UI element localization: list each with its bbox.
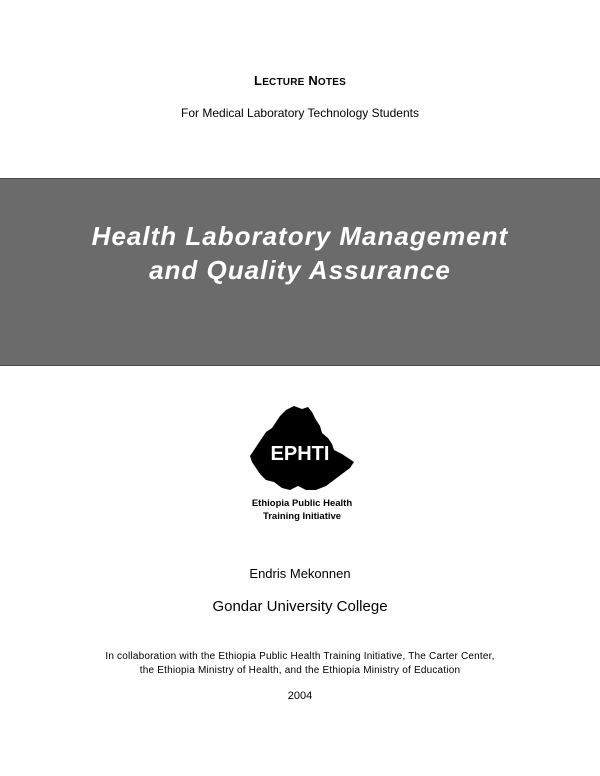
banner-title-line-1: Health Laboratory Management <box>91 221 509 251</box>
ethiopia-map-icon <box>242 402 362 526</box>
author-institution: Gondar University College <box>212 598 388 615</box>
heading-notes-rest: OTES <box>317 77 346 88</box>
banner-title <box>0 219 600 287</box>
ephti-logo <box>242 402 362 526</box>
collaboration-line-2: the Ethiopia Ministry of Health, and the Ethiopia Ministry of Education <box>139 665 461 676</box>
author-name: Endris Mekonnen <box>249 566 351 581</box>
document-subtitle: For Medical Laboratory Technology Students <box>181 106 419 120</box>
title-banner <box>0 178 600 366</box>
logo-name-line-1: Ethiopia Public Health <box>251 498 353 509</box>
heading-initial-n: N <box>308 73 318 88</box>
document-heading <box>0 73 600 88</box>
collaboration-note <box>0 650 600 678</box>
banner-title-line-2: and Quality Assurance <box>149 255 451 285</box>
heading-initial-l: L <box>254 73 263 88</box>
logo-name-line-2: Training Initiative <box>262 511 342 522</box>
logo-acronym: EPHTI <box>270 443 330 465</box>
collaboration-line-1: In collaboration with the Ethiopia Public Health Training Initiative, The Carter Center, <box>105 651 495 662</box>
publication-year: 2004 <box>287 690 313 702</box>
heading-lecture-rest: ECTURE <box>262 77 305 88</box>
